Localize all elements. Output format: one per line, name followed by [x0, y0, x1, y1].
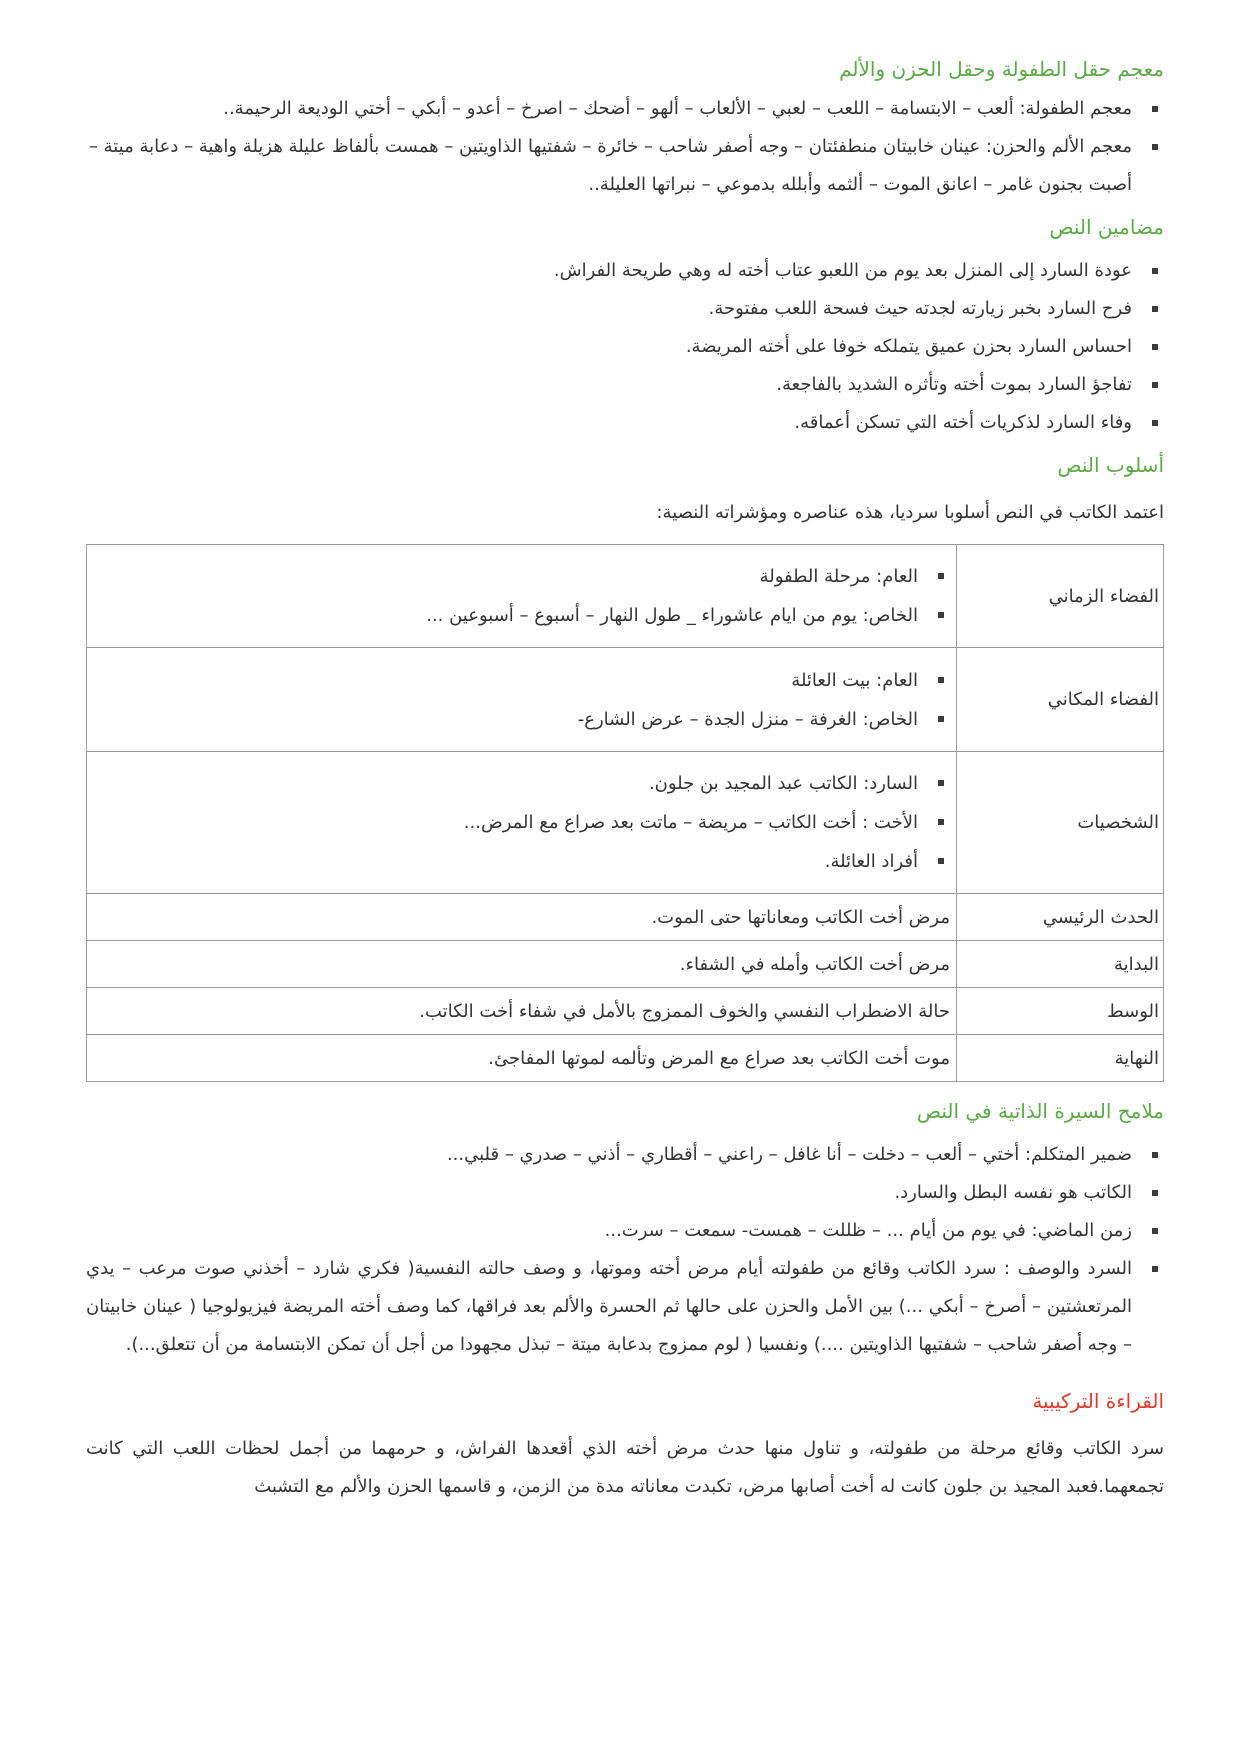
list-item: زمن الماضي: في يوم من أيام ... – ظللت – همست- سمعت – سرت... — [86, 1212, 1164, 1250]
table-row — [87, 752, 1164, 894]
table-value-cell — [87, 752, 957, 894]
lexicon-heading: معجم حقل الطفولة وحقل الحزن والألم — [839, 57, 1164, 81]
table-label-cell: الفضاء المكاني — [957, 648, 1164, 752]
list-item: الأخت : أخت الكاتب – مريضة – ماتت بعد صراع مع المرض... — [93, 803, 950, 842]
list-item: ضمير المتكلم: أختي – ألعب – دخلت – أنا غافل – راعني – أقطاري – أذني – صدري – قلبي... — [86, 1136, 1164, 1174]
table-label-cell: الفضاء الزماني — [957, 545, 1164, 648]
list-item: فرح السارد بخبر زيارته لجدته حيث فسحة اللعب مفتوحة. — [86, 290, 1164, 328]
table-row — [87, 1035, 1164, 1082]
narrative-elements-table — [86, 544, 1164, 1082]
table-label-cell: الشخصيات — [957, 752, 1164, 894]
list-item: معجم الألم والحزن: عينان خابيتان منطفئتان – وجه أصفر شاحب – خائرة – شفتيها الذاويتين – همست بألفاظ عليلة هزيلة واهية – دعابة ميتة – أصبت بجنون غامر – اعانق الموت – ألثمه وأبلله بدموعي – نبراتها العليلة.. — [86, 128, 1164, 204]
table-label-cell: البداية — [957, 941, 1164, 988]
table-label-cell: الحدث الرئيسي — [957, 894, 1164, 941]
synthesis-heading: القراءة التركيبية — [1032, 1389, 1164, 1413]
table-label-cell: النهاية — [957, 1035, 1164, 1082]
list-item: عودة السارد إلى المنزل بعد يوم من اللعبو عتاب أخته له وهي طريحة الفراش. — [86, 252, 1164, 290]
table-value-cell: مرض أخت الكاتب ومعاناتها حتى الموت. — [87, 894, 957, 941]
autobiography-heading: ملامح السيرة الذاتية في النص — [916, 1099, 1164, 1123]
list-item: احساس السارد بحزن عميق يتملكه خوفا على أخته المريضة. — [86, 328, 1164, 366]
table-value-cell — [87, 545, 957, 648]
list-item: السرد والوصف : سرد الكاتب وقائع من طفولته أيام مرض أخته وموتها، و وصف حالته النفسية( فكري شارد – أخذني صوت مرعب – يدي المرتعشتين – أصرخ – أبكي ...) بين الأمل والحزن على حالها ثم الحسرة والألم بعد فراقها، كما وصف أخته المريضة فيزيولوجيا ( عينان خابيتان – وجه أصفر شاحب – شفتيها الذاويتين ....) ونفسيا ( لوم ممزوج بدعابة ميتة – تبذل مجهودا من أجل أن تمكن الابتسامة من أن تتعلق...). — [86, 1250, 1164, 1364]
table-value-cell: حالة الاضطراب النفسي والخوف الممزوج بالأمل في شفاء أخت الكاتب. — [87, 988, 957, 1035]
list-item: معجم الطفولة: ألعب – الابتسامة – اللعب – لعبي – الألعاب – ألهو – أضحك – اصرخ – أعدو – أبكي – أختي الوديعة الرحيمة.. — [86, 90, 1164, 128]
table-row — [87, 941, 1164, 988]
list-item: الخاص: يوم من ايام عاشوراء _ طول النهار – أسبوع – أسبوعين ... — [93, 596, 950, 635]
list-item: الكاتب هو نفسه البطل والسارد. — [86, 1174, 1164, 1212]
list-item: تفاجؤ السارد بموت أخته وتأثره الشديد بالفاجعة. — [86, 366, 1164, 404]
table-row — [87, 894, 1164, 941]
contents-heading: مضامين النص — [1049, 215, 1164, 239]
lexicon-list — [86, 90, 1164, 204]
table-value-cell: مرض أخت الكاتب وأمله في الشفاء. — [87, 941, 957, 988]
list-item: أفراد العائلة. — [93, 842, 950, 881]
table-row — [87, 545, 1164, 648]
table-value-cell — [87, 648, 957, 752]
list-item: الخاص: الغرفة – منزل الجدة – عرض الشارع- — [93, 700, 950, 739]
style-intro: اعتمد الكاتب في النص أسلوبا سرديا، هذه عناصره ومؤشراته النصية: — [656, 502, 1164, 523]
list-item: السارد: الكاتب عبد المجيد بن جلون. — [93, 764, 950, 803]
autobiography-list — [86, 1136, 1164, 1364]
synthesis-paragraph: سرد الكاتب وقائع مرحلة من طفولته، و تناول منها حدث مرض أخته الذي أقعدها الفراش، و حرمهما من أجمل لحظات اللعب التي كانت تجمعهما.فعبد المجيد بن جلون كانت له أخت أصابها مرض، تكبدت معاناته مدة من الزمن، و قاسمها الحزن والألم مع التشبث — [86, 1438, 1164, 1497]
list-item: العام: مرحلة الطفولة — [93, 557, 950, 596]
list-item: العام: بيت العائلة — [93, 661, 950, 700]
table-value-cell: موت أخت الكاتب بعد صراع مع المرض وتألمه لموتها المفاجئ. — [87, 1035, 957, 1082]
table-row — [87, 648, 1164, 752]
list-item: وفاء السارد لذكريات أخته التي تسكن أعماقه. — [86, 404, 1164, 442]
contents-list — [86, 252, 1164, 442]
table-label-cell: الوسط — [957, 988, 1164, 1035]
table-row — [87, 988, 1164, 1035]
style-heading: أسلوب النص — [1057, 453, 1164, 477]
